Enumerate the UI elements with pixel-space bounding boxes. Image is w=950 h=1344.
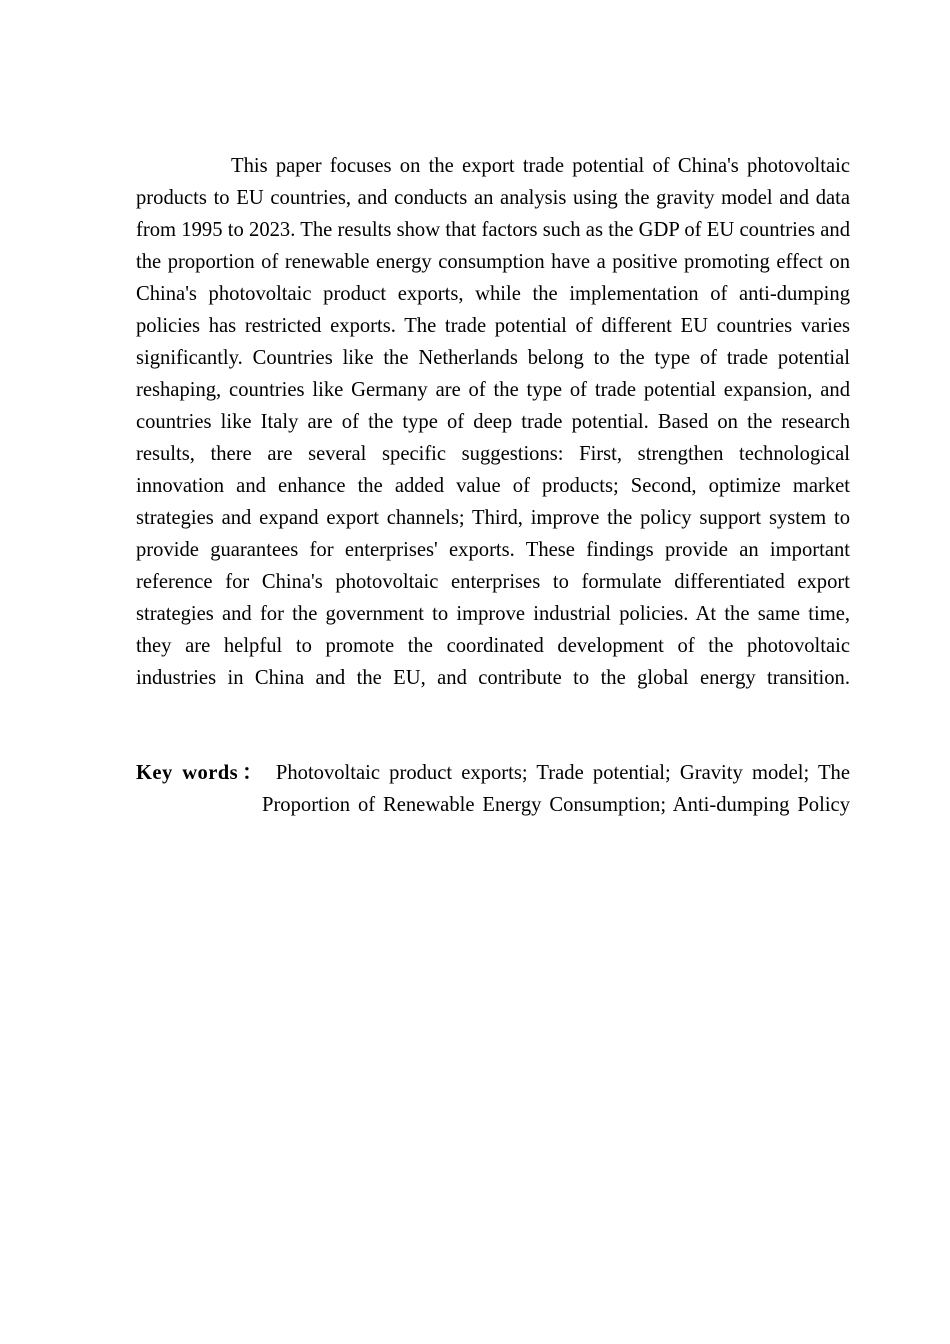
keywords-values: Photovoltaic product exports; Trade potential; Gravity model; The Proportion of Renewable Energy Consumption; Anti-dumping Policy: [262, 762, 850, 816]
abstract-text-block: [136, 150, 850, 853]
keywords-label: Key words: [136, 762, 239, 784]
abstract-paragraph: This paper focuses on the export trade potential of China's photovoltaic products to EU countries, and conducts an analysis using the gravity model and data from 1995 to 2023. The results show that factors such as the GDP of EU countries and the proportion of renewable energy consumption have a positive promoting effect on China's photovoltaic product exports, while the implementation of anti-dumping policies has restricted exports. The trade potential of different EU countries varies significantly. Countries like the Netherlands belong to the type of trade potential reshaping, countries like Germany are of the type of trade potential expansion, and countries like Italy are of the type of deep trade potential. Based on the research results, there are several specific suggestions: First, strengthen technological innovation and enhance the added value of products; Second, optimize market strategies and expand export channels; Third, improve the policy support system to provide guarantees for enterprises' exports. These findings provide an important reference for China's photovoltaic enterprises to formulate differentiated export strategies and for the government to improve industrial policies. At the same time, they are helpful to promote the coordinated development of the photovoltaic industries in China and the EU, and contribute to the global energy transition.: [136, 155, 850, 689]
keywords-colon: ：: [238, 762, 267, 784]
keywords-section: [136, 757, 850, 853]
